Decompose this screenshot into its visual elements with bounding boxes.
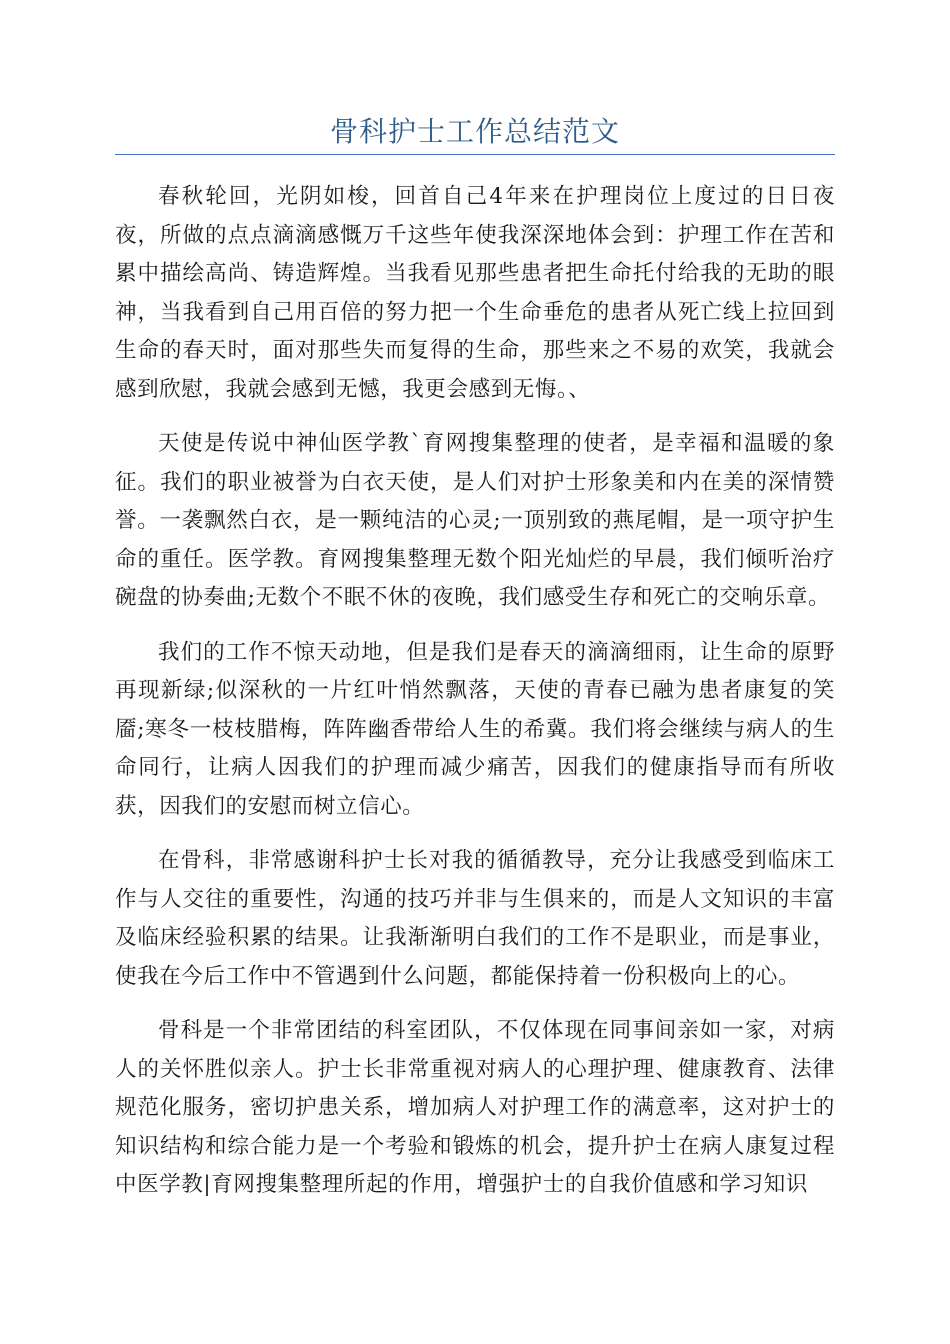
paragraph-1: 春秋轮回，光阴如梭，回首自己4年来在护理岗位上度过的日日夜夜，所做的点点滴滴感慨万千这些年使我深深地体会到：护理工作在苦和累中描绘高尚、铸造辉煌。当我看见那些患者把生命托付给我的无助的眼神，当我看到自己用百倍的努力把一个生命垂危的患者从死亡线上拉回到生命的春天时，面对那些失而复得的生命，那些来之不易的欢笑，我就会感到欣慰，我就会感到无憾，我更会感到无悔。、: [115, 184, 835, 402]
document-body: [115, 178, 835, 1221]
paragraph-4: 在骨科，非常感谢科护士长对我的循循教导，充分让我感受到临床工作与人交往的重要性，沟通的技巧并非与生俱来的，而是人文知识的丰富及临床经验积累的结果。让我渐渐明白我们的工作不是职业，而是事业，使我在今后工作中不管遇到什么问题，都能保持着一份积极向上的心。: [115, 848, 835, 989]
title-underline: [115, 154, 835, 155]
document-title: 骨科护士工作总结范文: [329, 115, 620, 148]
paragraph-3: 我们的工作不惊天动地，但是我们是春天的滴滴细雨，让生命的原野再现新绿;似深秋的一片红叶悄然飘落，天使的青春已融为患者康复的笑靥;寒冬一枝枝腊梅，阵阵幽香带给人生的希冀。我们将会继续与病人的生命同行，让病人因我们的护理而减少痛苦，因我们的健康指导而有所收获，因我们的安慰而树立信心。: [115, 639, 835, 819]
paragraph-2: 天使是传说中神仙医学教`育网搜集整理的使者，是幸福和温暖的象征。我们的职业被誉为白衣天使，是人们对护士形象美和内在美的深情赞誉。一袭飘然白衣，是一颗纯洁的心灵;一顶别致的燕尾帽，是一项守护生命的重任。医学教。育网搜集整理无数个阳光灿烂的早晨，我们倾听治疗碗盘的协奏曲;无数个不眠不休的夜晚，我们感受生存和死亡的交响乐章。: [115, 431, 835, 610]
paragraph-5: 骨科是一个非常团结的科室团队，不仅体现在同事间亲如一家，对病人的关怀胜似亲人。护士长非常重视对病人的心理护理、健康教育、法律规范化服务，密切护患关系，增加病人对护理工作的满意率，这对护士的知识结构和综合能力是一个考验和锻炼的机会，提升护士在病人康复过程中医学教|育网搜集整理所起的作用，增强护士的自我价值感和学习知识: [115, 1018, 835, 1197]
